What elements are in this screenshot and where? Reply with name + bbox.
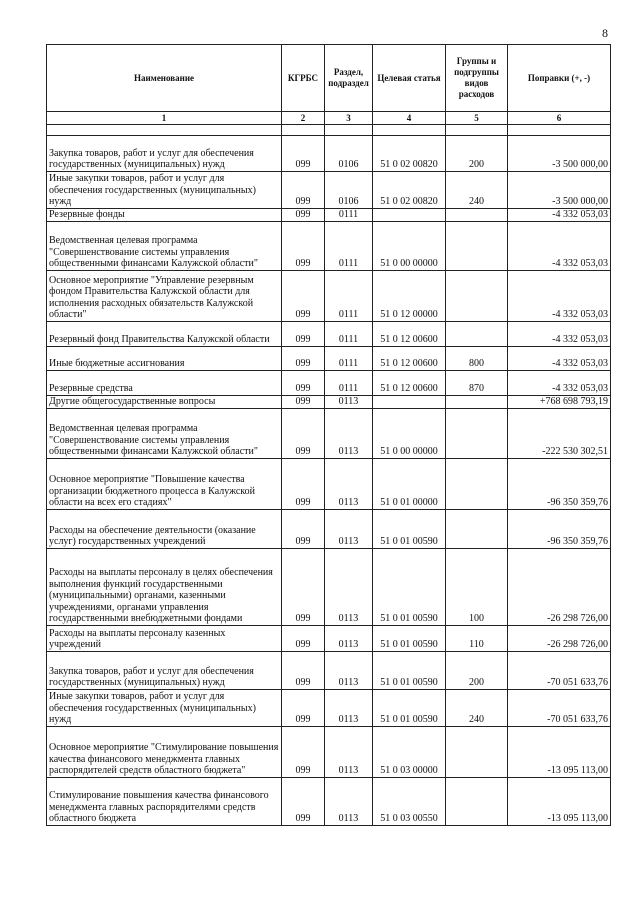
row-target-article: 51 0 12 00600: [373, 347, 446, 371]
header-section: Раздел, подраздел: [325, 45, 373, 112]
row-kgrbs: 099: [282, 510, 325, 549]
row-expense-group: 240: [446, 172, 508, 209]
row-amount: -3 500 000,00: [508, 136, 611, 172]
row-section: 0111: [325, 222, 373, 271]
row-target-article: 51 0 01 00590: [373, 510, 446, 549]
row-expense-group: [446, 510, 508, 549]
row-name: Резервные средства: [47, 371, 282, 396]
table-row: [47, 626, 611, 652]
row-kgrbs: 099: [282, 778, 325, 826]
header-amendments: Поправки (+, -): [508, 45, 611, 112]
header-kgrbs: КГРБС: [282, 45, 325, 112]
row-name: Резервный фонд Правительства Калужской области: [47, 322, 282, 347]
table-row: [47, 209, 611, 222]
row-amount: -4 332 053,03: [508, 271, 611, 322]
row-section: 0106: [325, 136, 373, 172]
table-row: [47, 371, 611, 396]
header-name: Наименование: [47, 45, 282, 112]
column-number: 3: [325, 112, 373, 125]
row-name: Расходы на выплаты персоналу казенных учреждений: [47, 626, 282, 652]
row-amount: -70 051 633,76: [508, 690, 611, 727]
row-target-article: 51 0 12 00600: [373, 371, 446, 396]
row-section: 0113: [325, 690, 373, 727]
row-target-article: 51 0 00 00000: [373, 409, 446, 459]
row-target-article: 51 0 03 00000: [373, 727, 446, 778]
row-expense-group: 200: [446, 136, 508, 172]
row-amount: -13 095 113,00: [508, 778, 611, 826]
column-number-row: [47, 112, 611, 125]
row-section: 0111: [325, 347, 373, 371]
table-row: [47, 778, 611, 826]
row-section: 0111: [325, 371, 373, 396]
row-kgrbs: 099: [282, 549, 325, 626]
row-section: 0113: [325, 727, 373, 778]
table-row: [47, 727, 611, 778]
row-target-article: 51 0 01 00590: [373, 549, 446, 626]
row-name: Иные закупки товаров, работ и услуг для обеспечения государственных (муниципальных) нужд: [47, 690, 282, 727]
row-kgrbs: 099: [282, 396, 325, 409]
row-amount: -4 332 053,03: [508, 222, 611, 271]
table-row: [47, 322, 611, 347]
row-kgrbs: 099: [282, 690, 325, 727]
row-amount: -70 051 633,76: [508, 652, 611, 690]
row-target-article: 51 0 02 00820: [373, 136, 446, 172]
table-row: [47, 690, 611, 727]
table-row: [47, 222, 611, 271]
column-number: 1: [47, 112, 282, 125]
table-row: [47, 510, 611, 549]
row-kgrbs: 099: [282, 409, 325, 459]
table-row: [47, 172, 611, 209]
row-expense-group: 240: [446, 690, 508, 727]
row-expense-group: 870: [446, 371, 508, 396]
row-expense-group: 200: [446, 652, 508, 690]
row-kgrbs: 099: [282, 347, 325, 371]
row-amount: -222 530 302,51: [508, 409, 611, 459]
table-row: [47, 549, 611, 626]
row-name: Ведомственная целевая программа "Совершенствование системы управления общественными финансами Калужской области": [47, 409, 282, 459]
row-section: 0113: [325, 652, 373, 690]
row-name: Стимулирование повышения качества финансового менеджмента главных распорядителями средств областного бюджета: [47, 778, 282, 826]
row-section: 0113: [325, 459, 373, 510]
row-name: Резервные фонды: [47, 209, 282, 222]
page-number: 8: [602, 26, 608, 40]
row-target-article: 51 0 12 00000: [373, 271, 446, 322]
column-number: 6: [508, 112, 611, 125]
row-name: Основное мероприятие "Повышение качества организации бюджетного процесса в Калужской области на всех его стадиях": [47, 459, 282, 510]
row-target-article: 51 0 01 00590: [373, 626, 446, 652]
row-expense-group: [446, 322, 508, 347]
row-section: 0113: [325, 778, 373, 826]
row-section: 0113: [325, 409, 373, 459]
table-row: [47, 396, 611, 409]
row-section: 0106: [325, 172, 373, 209]
row-expense-group: 800: [446, 347, 508, 371]
row-amount: -26 298 726,00: [508, 626, 611, 652]
row-target-article: [373, 209, 446, 222]
row-expense-group: [446, 396, 508, 409]
table-row: [47, 136, 611, 172]
row-expense-group: [446, 459, 508, 510]
table-body: [47, 136, 611, 826]
row-name: Основное мероприятие "Управление резервным фондом Правительства Калужской области для исполнения расходных обязательств Калужской области": [47, 271, 282, 322]
row-kgrbs: 099: [282, 322, 325, 347]
row-kgrbs: 099: [282, 209, 325, 222]
row-section: 0111: [325, 209, 373, 222]
row-amount: -96 350 359,76: [508, 459, 611, 510]
row-kgrbs: 099: [282, 271, 325, 322]
row-target-article: [373, 396, 446, 409]
row-expense-group: [446, 409, 508, 459]
row-amount: -13 095 113,00: [508, 727, 611, 778]
row-section: 0111: [325, 322, 373, 347]
spacer-row: [47, 125, 611, 136]
row-target-article: 51 0 01 00590: [373, 652, 446, 690]
row-expense-group: [446, 727, 508, 778]
row-expense-group: 100: [446, 549, 508, 626]
row-section: 0113: [325, 626, 373, 652]
row-amount: +768 698 793,19: [508, 396, 611, 409]
row-amount: -4 332 053,03: [508, 347, 611, 371]
row-expense-group: [446, 778, 508, 826]
row-amount: -4 332 053,03: [508, 371, 611, 396]
column-number: 5: [446, 112, 508, 125]
budget-amendments-table: [46, 44, 611, 826]
row-name: Расходы на обеспечение деятельности (оказание услуг) государственных учреждений: [47, 510, 282, 549]
row-name: Закупка товаров, работ и услуг для обеспечения государственных (муниципальных) нужд: [47, 136, 282, 172]
row-target-article: 51 0 01 00590: [373, 690, 446, 727]
row-kgrbs: 099: [282, 222, 325, 271]
row-kgrbs: 099: [282, 172, 325, 209]
column-number: 2: [282, 112, 325, 125]
row-amount: -4 332 053,03: [508, 209, 611, 222]
table-row: [47, 652, 611, 690]
row-target-article: 51 0 00 00000: [373, 222, 446, 271]
table-row: [47, 271, 611, 322]
table-row: [47, 409, 611, 459]
row-target-article: 51 0 12 00600: [373, 322, 446, 347]
row-section: 0111: [325, 271, 373, 322]
row-amount: -26 298 726,00: [508, 549, 611, 626]
row-name: Расходы на выплаты персоналу в целях обеспечения выполнения функций государственными (муниципальными) органами, казенными учреждениями, органами управления государственными внебюджетными фондами: [47, 549, 282, 626]
row-amount: -96 350 359,76: [508, 510, 611, 549]
row-section: 0113: [325, 396, 373, 409]
row-kgrbs: 099: [282, 727, 325, 778]
row-target-article: 51 0 01 00000: [373, 459, 446, 510]
column-number: 4: [373, 112, 446, 125]
row-expense-group: 110: [446, 626, 508, 652]
row-name: Иные закупки товаров, работ и услуг для обеспечения государственных (муниципальных) нужд: [47, 172, 282, 209]
header-groups: Группы и подгруппы видов расходов: [446, 45, 508, 112]
row-kgrbs: 099: [282, 459, 325, 510]
row-expense-group: [446, 271, 508, 322]
row-kgrbs: 099: [282, 371, 325, 396]
row-amount: -3 500 000,00: [508, 172, 611, 209]
header-target: Целевая статья: [373, 45, 446, 112]
row-kgrbs: 099: [282, 652, 325, 690]
table-row: [47, 347, 611, 371]
header-row: [47, 45, 611, 112]
row-target-article: 51 0 02 00820: [373, 172, 446, 209]
row-name: Ведомственная целевая программа "Совершенствование системы управления общественными финансами Калужской области": [47, 222, 282, 271]
row-section: 0113: [325, 549, 373, 626]
row-section: 0113: [325, 510, 373, 549]
row-amount: -4 332 053,03: [508, 322, 611, 347]
table-row: [47, 459, 611, 510]
row-expense-group: [446, 209, 508, 222]
row-expense-group: [446, 222, 508, 271]
row-target-article: 51 0 03 00550: [373, 778, 446, 826]
row-name: Основное мероприятие "Стимулирование повышения качества финансового менеджмента главных распорядителей средств областного бюджета": [47, 727, 282, 778]
row-name: Другие общегосударственные вопросы: [47, 396, 282, 409]
row-name: Иные бюджетные ассигнования: [47, 347, 282, 371]
row-name: Закупка товаров, работ и услуг для обеспечения государственных (муниципальных) нужд: [47, 652, 282, 690]
row-kgrbs: 099: [282, 136, 325, 172]
row-kgrbs: 099: [282, 626, 325, 652]
